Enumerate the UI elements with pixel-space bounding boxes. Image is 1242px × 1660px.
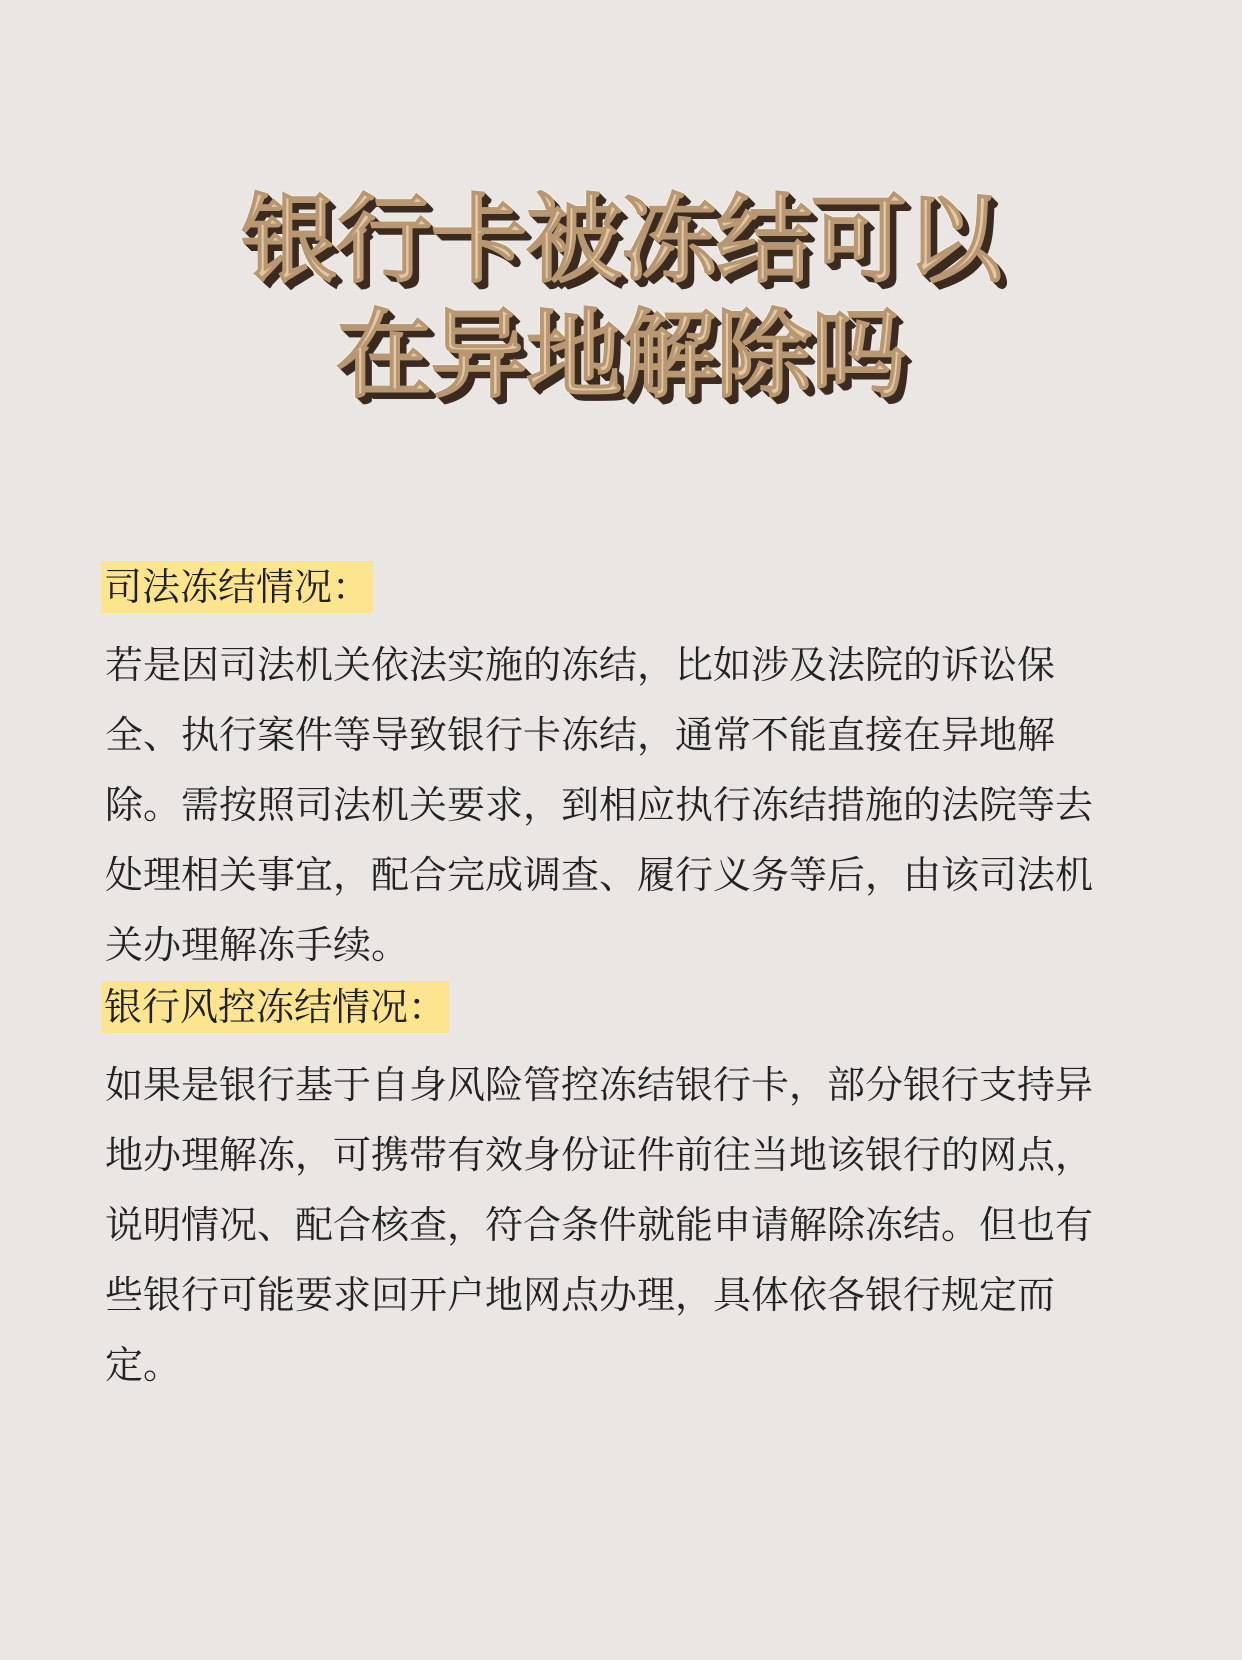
document-body xyxy=(105,560,1145,1400)
paragraph-line: 说明情况、配合核查，符合条件就能申请解除冻结。但也有 xyxy=(105,1203,1094,1247)
bank-risk-freeze-section xyxy=(105,980,1145,1400)
document-title xyxy=(0,183,1242,413)
paragraph-line: 处理相关事宜，配合完成调查、履行义务等后，由该司法机 xyxy=(105,853,1094,897)
paragraph-line: 全、执行案件等导致银行卡冻结，通常不能直接在异地解 xyxy=(105,713,1056,757)
paragraph-line: 如果是银行基于自身风险管控冻结银行卡，部分银行支持异 xyxy=(105,1063,1094,1107)
paragraph-line: 定。 xyxy=(105,1343,182,1387)
paragraph-line: 若是因司法机关依法实施的冻结，比如涉及法院的诉讼保 xyxy=(105,643,1056,687)
judicial-freeze-paragraph xyxy=(105,630,1145,980)
bank-risk-freeze-paragraph xyxy=(105,1050,1145,1400)
bank-risk-freeze-heading: 银行风控冻结情况： xyxy=(101,981,449,1033)
judicial-freeze-section xyxy=(105,560,1145,980)
paragraph-line: 地办理解冻，可携带有效身份证件前往当地该银行的网点， xyxy=(105,1133,1094,1177)
title-line-1: 银行卡被冻结可以 xyxy=(241,184,1001,296)
paragraph-line: 除。需按照司法机关要求，到相应执行冻结措施的法院等去 xyxy=(105,783,1094,827)
paragraph-line: 些银行可能要求回开户地网点办理，具体依各银行规定而 xyxy=(105,1273,1056,1317)
judicial-freeze-heading: 司法冻结情况： xyxy=(101,561,373,613)
paragraph-line: 关办理解冻手续。 xyxy=(105,923,410,967)
judicial-freeze-heading-wrap xyxy=(105,560,1145,630)
bank-risk-freeze-heading-wrap xyxy=(105,980,1145,1050)
title-line-2: 在异地解除吗 xyxy=(336,299,906,411)
